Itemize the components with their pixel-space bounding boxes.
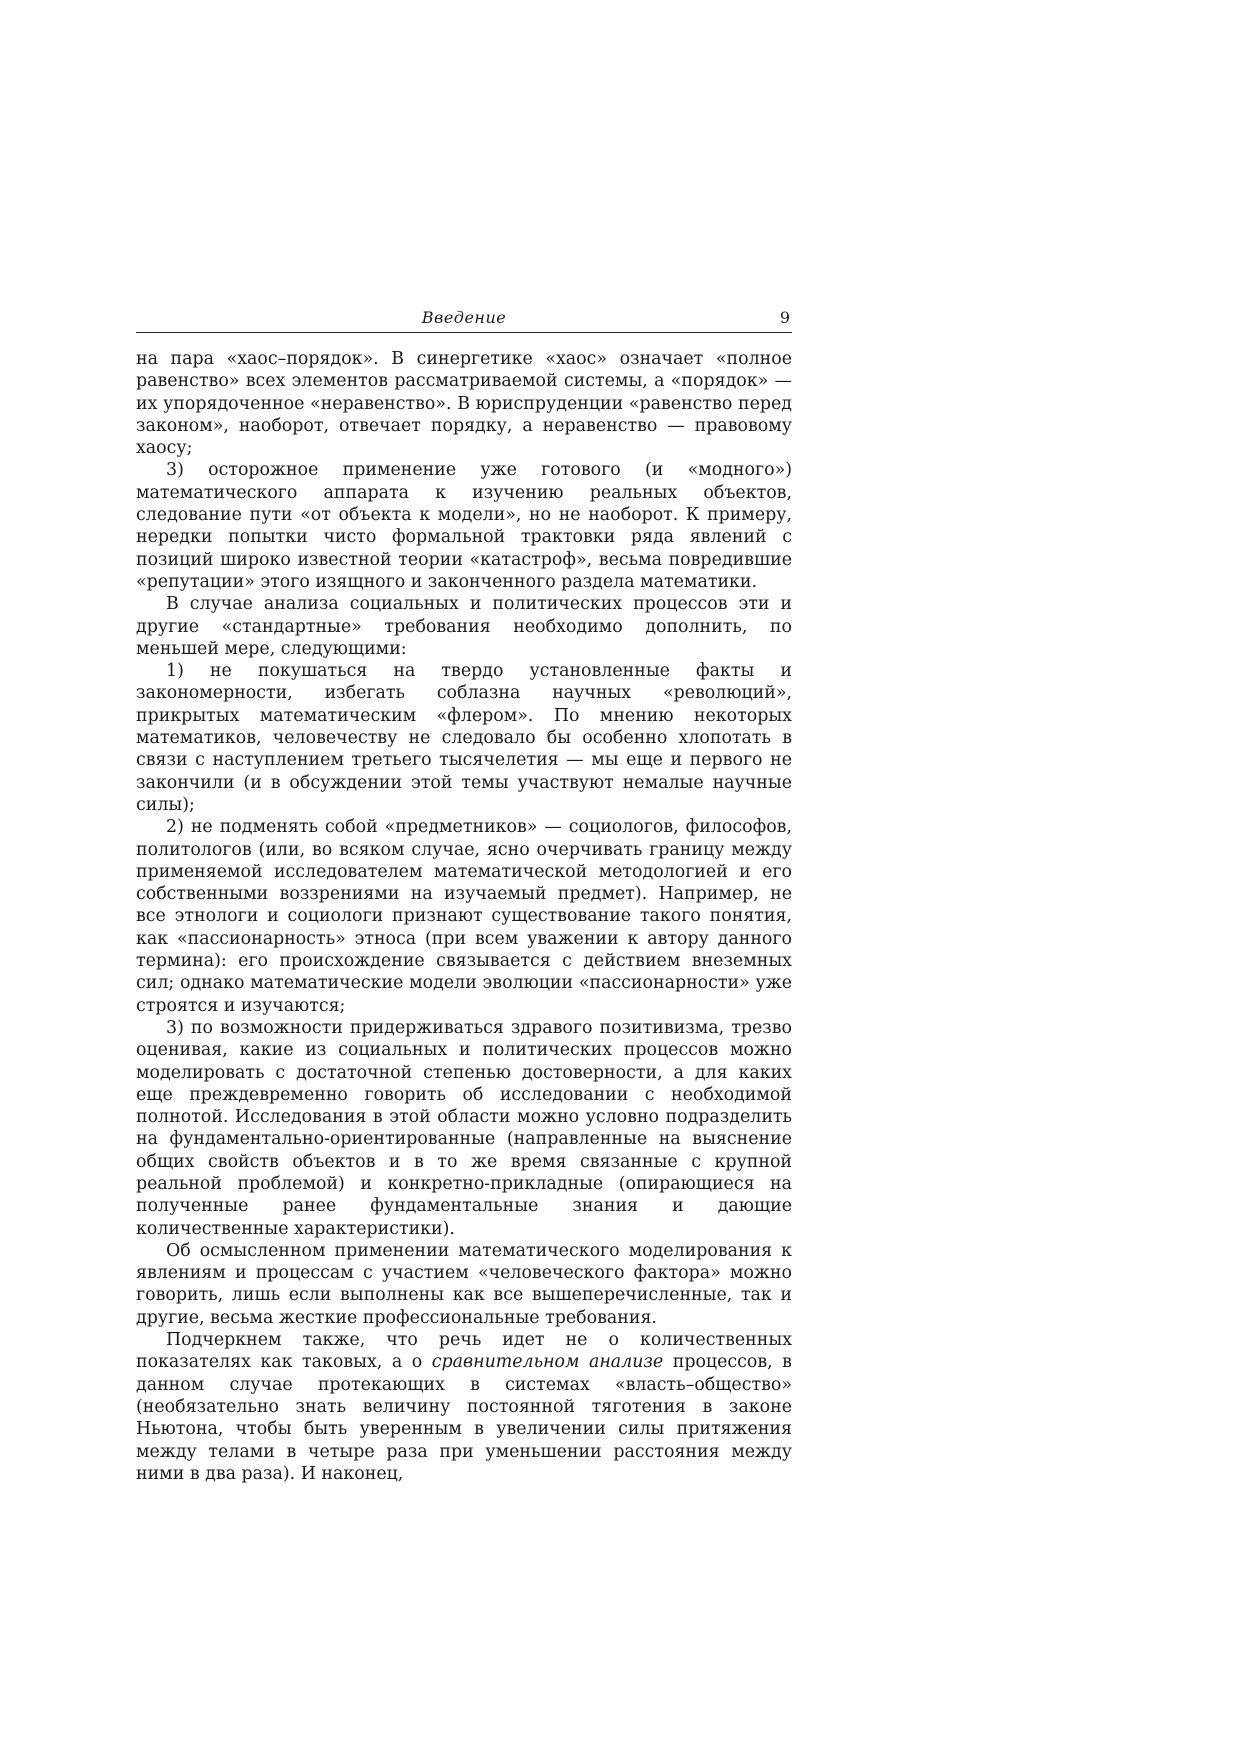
list-item-3-positivism: 3) по возможности придерживаться здравого позитивизма, трезво оценивая, какие из социальных и политических процессов можно моделировать с достаточной степенью достоверности, а для каких еще преждевременно говорить об исследовании с необходимой полнотой. Исследования в этой области можно условно подразделить на фундаментально-ориентированные (направленные на выяснение общих свойств объектов и в то же время связанные с крупной реальной проблемой) и конкретно-прикладные (опирающиеся на полученные ранее фундаментальные знания и дающие количественные характеристики). [136, 1017, 792, 1239]
page-number: 9 [779, 308, 790, 327]
main-text [136, 348, 792, 1485]
running-header [136, 306, 792, 333]
text-after-emphasis: процессов, в данном случае протекающих в системах «власть–общество» (необязательно знать величину постоянной тяготения в законе Ньютона, чтобы быть уверенным в увеличении силы притяжения между телами в четыре раза при уменьшении расстояния между ними в два раза). И наконец, [136, 1352, 792, 1484]
paragraph-continuation: на пара «хаос–порядок». В синергетике «хаос» означает «полное равенство» всех элементов рассматриваемой системы, а «порядок» — их упорядоченное «неравенство». В юриспруденции «равенство перед законом», наоборот, отвечает порядку, а неравенство — правовому хаосу; [136, 349, 792, 459]
emphasized-term: сравнительном анализе [431, 1352, 664, 1373]
list-item-2-subject-specialists: 2) не подменять собой «предметников» — социологов, философов, политологов (или, во всяком случае, ясно очерчивать границу между применяемой исследователем математической методологией и его собственными воззрениями на изучаемый предмет). Например, не все этнологи и социологи признают существование такого понятия, как «пассионарность» этноса (при всем уважении к автору данного термина): его происхождение связывается с действием внеземных сил; однако математические модели эволюции «пассионарности» уже строятся и изучаются; [136, 817, 792, 1016]
text-before-emphasis: Подчеркнем также, что речь идет не о количественных показателях как таковых, а о [136, 1330, 792, 1373]
list-item-1-established-facts: 1) не покушаться на твердо установленные факты и закономерности, избегать соблазна научных «революций», прикрытых математическим «флером». По мнению некоторых математиков, человечеству не следовало бы особенно хлопотать в связи с наступлением третьего тысячелетия — мы еще и первого не закончили (и в обсуждении этой темы участвуют немалые научные силы); [136, 661, 792, 815]
running-title: Введение [421, 308, 507, 327]
paragraph-comparative-analysis [136, 1329, 792, 1485]
list-item-3-careful-apparatus: 3) осторожное применение уже готового (и «модного») математического аппарата к изучению реальных объектов, следование пути «от объекта к модели», но не наоборот. К примеру, нередки попытки чисто формальной трактовки ряда явлений с позиций широко известной теории «катастроф», весьма повредившие «репутации» этого изящного и законченного раздела математики. [136, 460, 792, 592]
paragraph-meaningful-modeling: Об осмысленном применении математического моделирования к явлениям и процессам с участием «человеческого фактора» можно говорить, лишь если выполнены как все вышеперечисленные, так и другие, весьма жесткие профессиональные требования. [136, 1240, 792, 1328]
paragraph-social-analysis: В случае анализа социальных и политических процессов эти и другие «стандартные» требования необходимо дополнить, по меньшей мере, следующими: [136, 594, 792, 659]
